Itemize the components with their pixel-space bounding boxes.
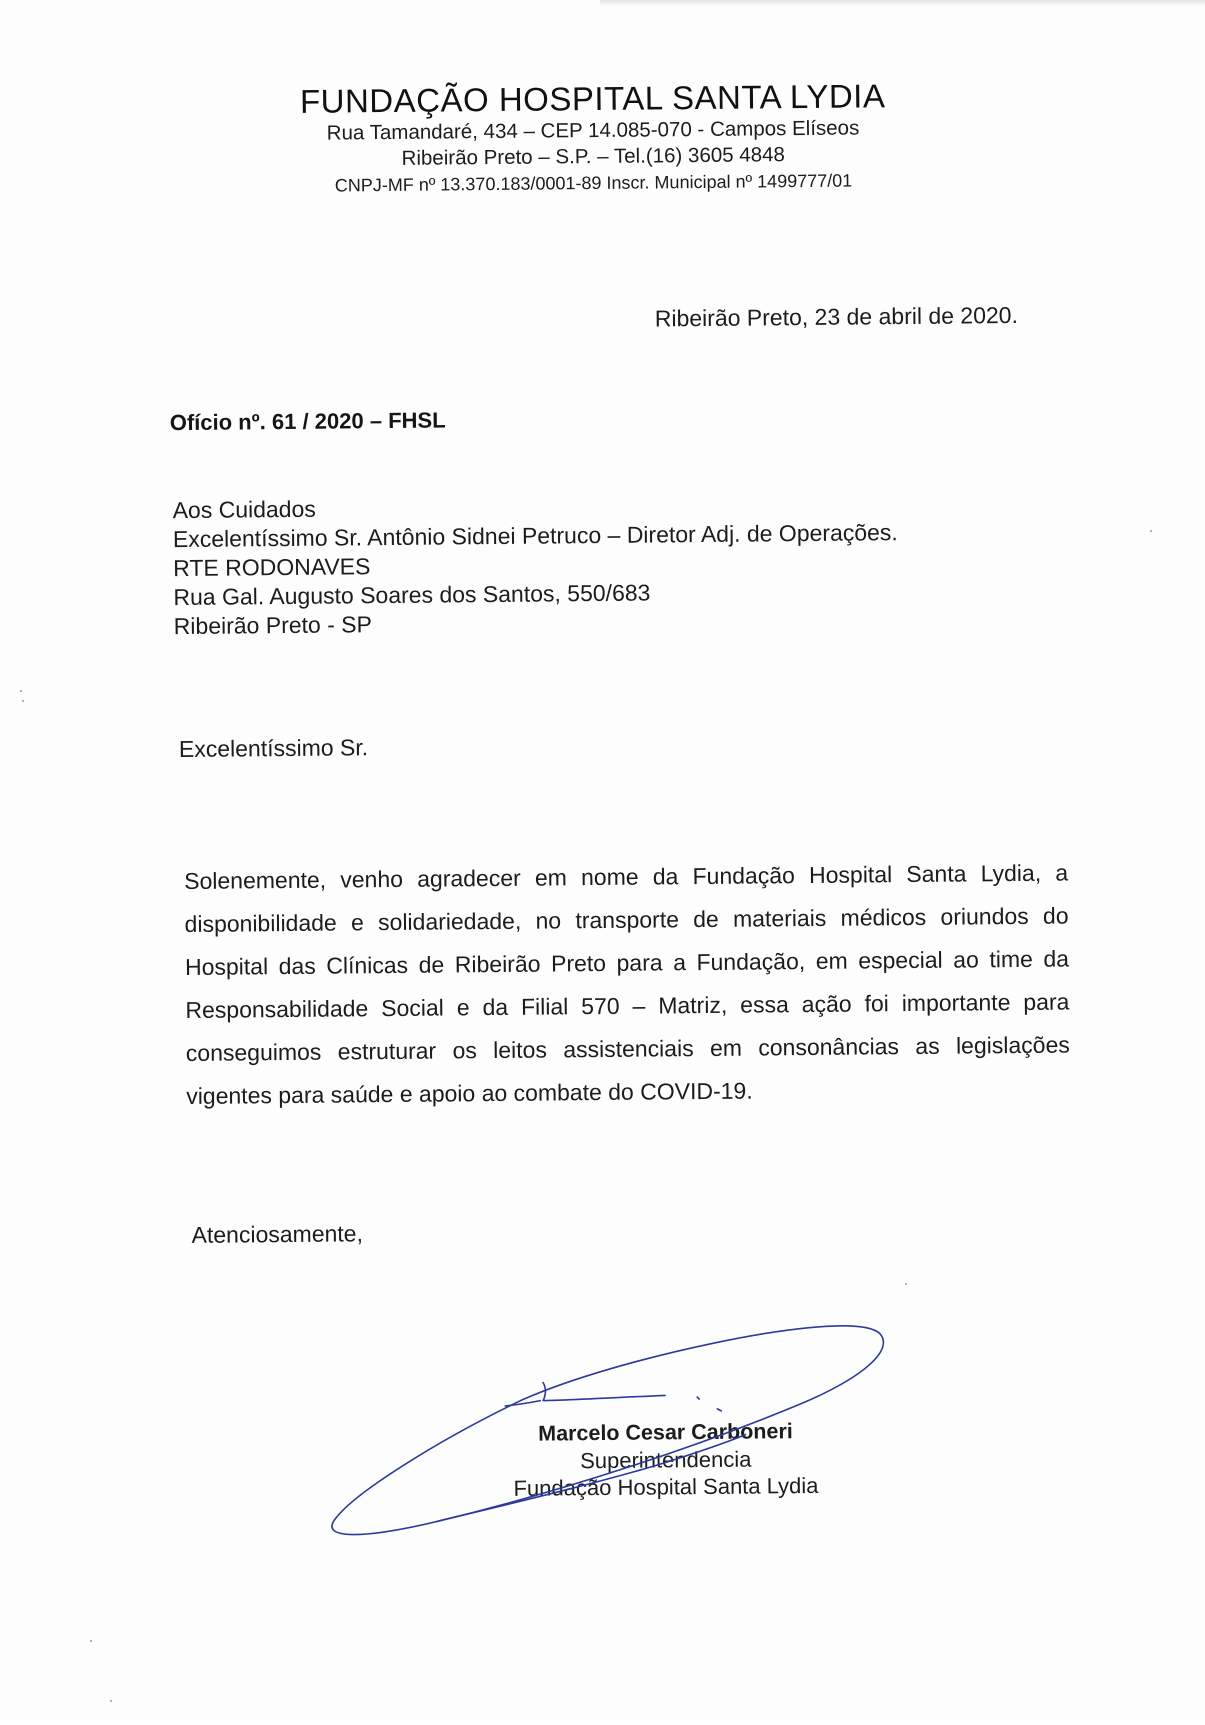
signatory-title: Superintendencia — [580, 1446, 752, 1474]
scan-speck — [90, 1640, 92, 1642]
recipient-line: Rua Gal. Augusto Soares dos Santos, 550/683 — [173, 579, 651, 611]
body-paragraph: Solenemente, venho agradecer em nome da Fundação Hospital Santa Lydia, a disponibilidade e solidariedade, no transporte de materiais médicos oriundos do Hospital das Clínicas de Ribeirão Preto para a Fundação, em especial ao time da Responsabilidade Social e da Filial 570 – Matriz, essa ação foi importante para conseguimos estruturar os leitos assistenciais em consonâncias as legislações vigentes para saúde e apoio ao combate do COVID-19. — [184, 859, 1070, 1109]
registration-line: CNPJ-MF nº 13.370.183/0001-89 Inscr. Municipal nº 1499777/01 — [334, 170, 853, 196]
address-line-2: Ribeirão Preto – S.P. – Tel.(16) 3605 4848 — [401, 143, 786, 170]
closing: Atenciosamente, — [191, 1220, 364, 1248]
scan-speck — [1150, 530, 1152, 532]
letterhead — [233, 77, 954, 200]
scan-speck — [20, 690, 22, 692]
scan-speck — [22, 700, 24, 702]
recipient-line: Ribeirão Preto - SP — [173, 611, 372, 640]
signature-block — [465, 1417, 866, 1502]
scan-speck — [110, 1700, 112, 1702]
recipient-block — [172, 489, 898, 641]
recipient-line: RTE RODONAVES — [173, 553, 371, 582]
address-line-1: Rua Tamandaré, 434 – CEP 14.085-070 - Campos Elíseos — [326, 116, 860, 145]
recipient-line: Aos Cuidados — [172, 495, 316, 524]
organization-name: FUNDAÇÃO HOSPITAL SANTA LYDIA — [299, 77, 886, 120]
signatory-name: Marcelo Cesar Carboneri — [538, 1419, 793, 1446]
scan-speck — [905, 1283, 907, 1285]
recipient-line: Excelentíssimo Sr. Antônio Sidnei Petruco – Diretor Adj. de Operações. — [172, 519, 898, 553]
salutation: Excelentíssimo Sr. — [178, 734, 369, 763]
reference-number: Ofício nº. 61 / 2020 – FHSL — [169, 407, 446, 436]
date-line: Ribeirão Preto, 23 de abril de 2020. — [654, 301, 1019, 332]
signatory-organization: Fundação Hospital Santa Lydia — [513, 1472, 819, 1501]
